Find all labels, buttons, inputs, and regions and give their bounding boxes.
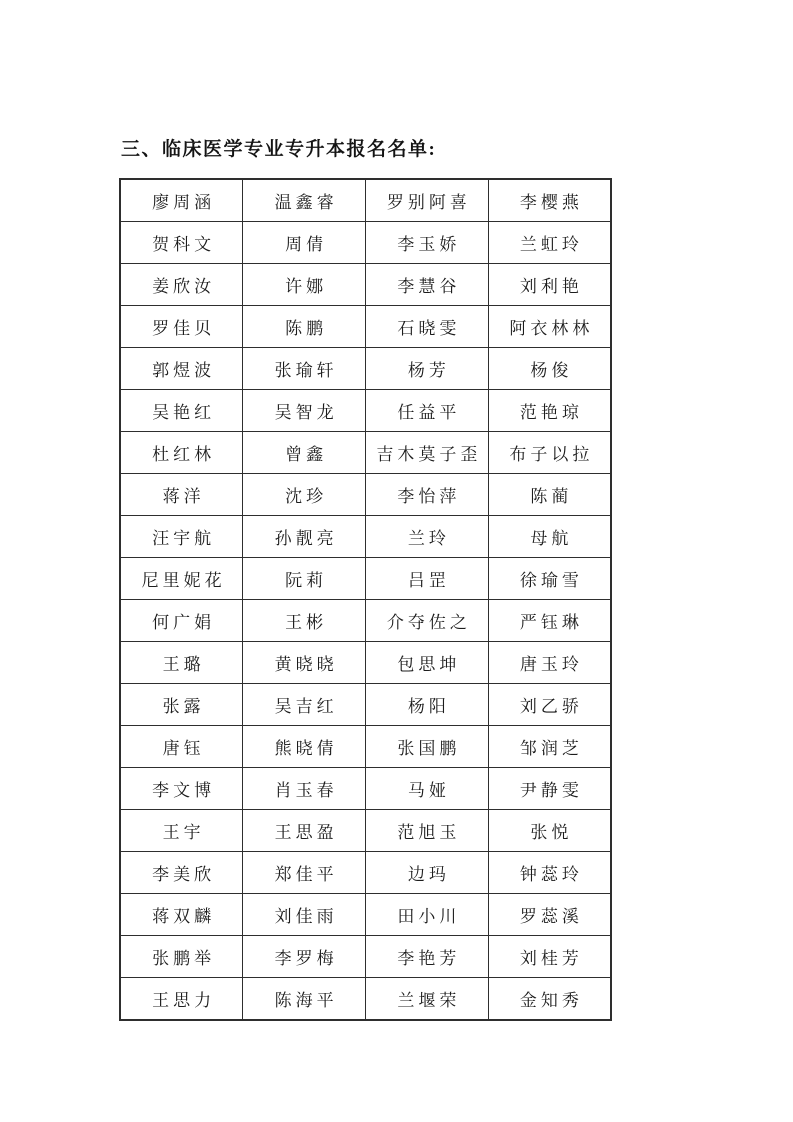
name-cell: 李文博 bbox=[120, 768, 243, 810]
name-cell: 边玛 bbox=[366, 852, 489, 894]
name-cell: 李樱燕 bbox=[488, 179, 611, 222]
name-cell: 兰虹玲 bbox=[488, 222, 611, 264]
name-cell: 肖玉春 bbox=[243, 768, 366, 810]
name-cell: 王彬 bbox=[243, 600, 366, 642]
table-row bbox=[120, 894, 611, 936]
name-cell: 蒋洋 bbox=[120, 474, 243, 516]
table-row bbox=[120, 222, 611, 264]
table-row bbox=[120, 978, 611, 1021]
table-row bbox=[120, 768, 611, 810]
name-cell: 沈珍 bbox=[243, 474, 366, 516]
name-cell: 马娅 bbox=[366, 768, 489, 810]
name-cell: 唐玉玲 bbox=[488, 642, 611, 684]
name-cell: 唐钰 bbox=[120, 726, 243, 768]
name-cell: 罗蕊溪 bbox=[488, 894, 611, 936]
table-row bbox=[120, 179, 611, 222]
name-cell: 金知秀 bbox=[488, 978, 611, 1021]
name-cell: 张悦 bbox=[488, 810, 611, 852]
name-cell: 张国鹏 bbox=[366, 726, 489, 768]
name-cell: 兰玲 bbox=[366, 516, 489, 558]
table-row bbox=[120, 726, 611, 768]
name-cell: 李怡萍 bbox=[366, 474, 489, 516]
name-cell: 刘乙骄 bbox=[488, 684, 611, 726]
table-row bbox=[120, 390, 611, 432]
name-cell: 母航 bbox=[488, 516, 611, 558]
name-cell: 田小川 bbox=[366, 894, 489, 936]
name-cell: 李慧谷 bbox=[366, 264, 489, 306]
name-cell: 尹静雯 bbox=[488, 768, 611, 810]
name-cell: 李美欣 bbox=[120, 852, 243, 894]
name-roster-table-body bbox=[120, 179, 611, 1020]
name-cell: 杨俊 bbox=[488, 348, 611, 390]
name-cell: 刘桂芳 bbox=[488, 936, 611, 978]
name-cell: 李罗梅 bbox=[243, 936, 366, 978]
name-cell: 李艳芳 bbox=[366, 936, 489, 978]
name-cell: 包思坤 bbox=[366, 642, 489, 684]
name-cell: 范艳琼 bbox=[488, 390, 611, 432]
name-cell: 郭煜波 bbox=[120, 348, 243, 390]
name-cell: 吴艳红 bbox=[120, 390, 243, 432]
name-cell: 阿衣林林 bbox=[488, 306, 611, 348]
name-cell: 杜红林 bbox=[120, 432, 243, 474]
name-cell: 陈蔺 bbox=[488, 474, 611, 516]
name-cell: 熊晓倩 bbox=[243, 726, 366, 768]
table-row bbox=[120, 684, 611, 726]
name-cell: 何广娟 bbox=[120, 600, 243, 642]
name-cell: 布子以拉 bbox=[488, 432, 611, 474]
table-row bbox=[120, 516, 611, 558]
name-cell: 张瑜轩 bbox=[243, 348, 366, 390]
name-cell: 石晓雯 bbox=[366, 306, 489, 348]
table-row bbox=[120, 558, 611, 600]
name-cell: 廖周涵 bbox=[120, 179, 243, 222]
name-cell: 张鹏举 bbox=[120, 936, 243, 978]
table-row bbox=[120, 306, 611, 348]
name-cell: 罗别阿喜 bbox=[366, 179, 489, 222]
table-row bbox=[120, 432, 611, 474]
table-row bbox=[120, 474, 611, 516]
name-cell: 李玉娇 bbox=[366, 222, 489, 264]
name-cell: 吴吉红 bbox=[243, 684, 366, 726]
name-cell: 黄晓晓 bbox=[243, 642, 366, 684]
name-cell: 刘利艳 bbox=[488, 264, 611, 306]
name-cell: 任益平 bbox=[366, 390, 489, 432]
name-cell: 王思盈 bbox=[243, 810, 366, 852]
name-cell: 王璐 bbox=[120, 642, 243, 684]
name-cell: 周倩 bbox=[243, 222, 366, 264]
name-cell: 严钰琳 bbox=[488, 600, 611, 642]
name-cell: 许娜 bbox=[243, 264, 366, 306]
table-row bbox=[120, 810, 611, 852]
name-cell: 徐瑜雪 bbox=[488, 558, 611, 600]
name-cell: 温鑫睿 bbox=[243, 179, 366, 222]
name-cell: 兰堰荣 bbox=[366, 978, 489, 1021]
table-row bbox=[120, 348, 611, 390]
name-cell: 介夺佐之 bbox=[366, 600, 489, 642]
name-cell: 曾鑫 bbox=[243, 432, 366, 474]
name-cell: 范旭玉 bbox=[366, 810, 489, 852]
name-cell: 罗佳贝 bbox=[120, 306, 243, 348]
name-cell: 阮莉 bbox=[243, 558, 366, 600]
table-row bbox=[120, 936, 611, 978]
section-title: 三、临床医学专业专升本报名名单: bbox=[121, 139, 437, 160]
name-cell: 贺科文 bbox=[120, 222, 243, 264]
name-cell: 刘佳雨 bbox=[243, 894, 366, 936]
table-row bbox=[120, 852, 611, 894]
name-cell: 杨阳 bbox=[366, 684, 489, 726]
name-roster-table bbox=[119, 178, 612, 1021]
name-cell: 汪宇航 bbox=[120, 516, 243, 558]
name-cell: 钟蕊玲 bbox=[488, 852, 611, 894]
name-cell: 王思力 bbox=[120, 978, 243, 1021]
table-row bbox=[120, 600, 611, 642]
table-row bbox=[120, 642, 611, 684]
name-cell: 陈海平 bbox=[243, 978, 366, 1021]
name-cell: 孙靓亮 bbox=[243, 516, 366, 558]
name-cell: 陈鹏 bbox=[243, 306, 366, 348]
name-cell: 王宇 bbox=[120, 810, 243, 852]
name-cell: 杨芳 bbox=[366, 348, 489, 390]
name-cell: 姜欣汝 bbox=[120, 264, 243, 306]
name-cell: 尼里妮花 bbox=[120, 558, 243, 600]
name-cell: 吕罡 bbox=[366, 558, 489, 600]
name-cell: 蒋双麟 bbox=[120, 894, 243, 936]
name-cell: 吴智龙 bbox=[243, 390, 366, 432]
table-row bbox=[120, 264, 611, 306]
name-cell: 吉木莫子歪 bbox=[366, 432, 489, 474]
name-cell: 郑佳平 bbox=[243, 852, 366, 894]
name-cell: 张露 bbox=[120, 684, 243, 726]
name-cell: 邹润芝 bbox=[488, 726, 611, 768]
